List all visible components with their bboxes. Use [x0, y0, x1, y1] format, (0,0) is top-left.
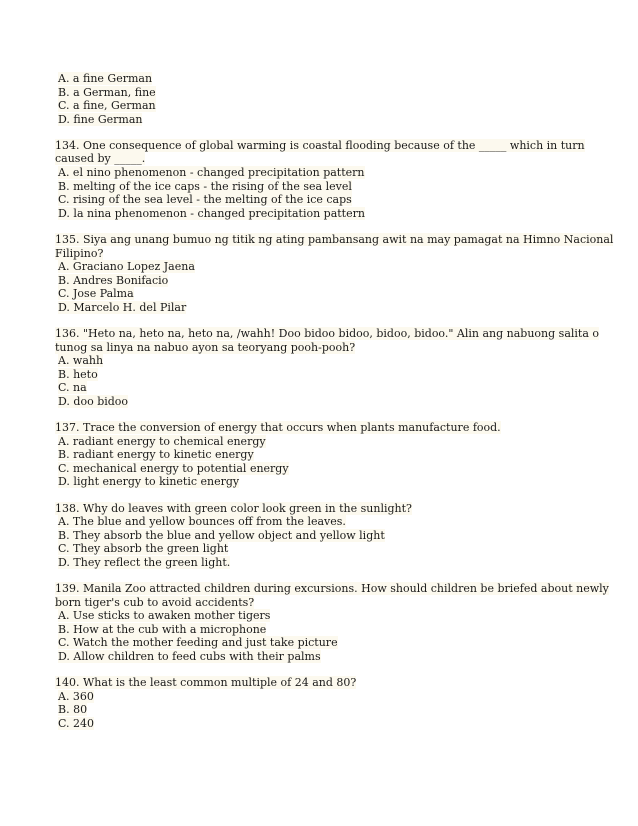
answer-option: A. Use sticks to awaken mother tigers — [58, 609, 271, 623]
answer-option: D. la nina phenomenon - changed precipitation pattern — [58, 206, 365, 220]
question-text: born tiger's cub to avoid accidents? — [55, 595, 255, 609]
question-text: 137. Trace the conversion of energy that occurs when plants manufacture food. — [55, 421, 501, 435]
answer-option: C. They absorb the green light — [58, 542, 229, 556]
question-text: Filipino? — [55, 246, 104, 260]
question-block — [55, 676, 585, 730]
answer-option: A. a fine German — [58, 72, 153, 85]
answer-option: D. Allow children to feed cubs with their palms — [58, 649, 321, 663]
answer-option: D. light energy to kinetic energy — [58, 475, 240, 489]
answer-option: C. rising of the sea level - the melting of the ice caps — [58, 193, 352, 207]
answer-option: B. heto — [58, 367, 98, 381]
answer-option: B. They absorb the blue and yellow object and yellow light — [58, 528, 385, 542]
answer-option: C. Watch the mother feeding and just take picture — [58, 636, 338, 650]
answer-option: A. wahh — [58, 354, 104, 368]
answer-option: B. melting of the ice caps - the rising of the sea level — [58, 179, 352, 193]
answer-option: A. Graciano Lopez Jaena — [58, 260, 195, 274]
question-text: 139. Manila Zoo attracted children during excursions. How should children be briefed about newly — [55, 582, 609, 595]
question-block — [55, 582, 609, 664]
question-block — [55, 72, 585, 126]
answer-option: C. 240 — [58, 716, 95, 730]
answer-option: B. 80 — [58, 703, 88, 717]
question-block — [55, 232, 614, 315]
answer-option: B. radiant energy to kinetic energy — [58, 448, 254, 462]
answer-option: A. el nino phenomenon - changed precipitation pattern — [58, 166, 365, 180]
answer-option: D. Marcelo H. del Pilar — [58, 300, 187, 314]
answer-option: D. doo bidoo — [58, 394, 129, 408]
question-block — [55, 327, 600, 409]
question-text: tunog sa linya na nabuo ayon sa teoryang pooh-pooh? — [55, 340, 356, 354]
question-block — [55, 421, 585, 489]
question-block — [55, 139, 585, 221]
question-text: caused by _____. — [55, 152, 146, 166]
answer-option: B. a German, fine — [58, 85, 156, 99]
question-text: 134. One consequence of global warming is coastal flooding because of the _____ which in turn — [55, 138, 585, 152]
answer-option: C. mechanical energy to potential energy — [58, 461, 289, 475]
answer-option: B. How at the cub with a microphone — [58, 622, 267, 636]
answer-option: D. They reflect the green light. — [58, 555, 231, 569]
answer-option: D. fine German — [58, 112, 143, 126]
question-block — [55, 502, 585, 570]
answer-option: C. na — [58, 381, 87, 395]
question-text: 136. "Heto na, heto na, heto na, /wahh! Doo bidoo bidoo, bidoo, bidoo." Alin ang nabuong salita o — [55, 327, 600, 340]
question-text: 140. What is the least common multiple of 24 and 80? — [55, 676, 357, 690]
answer-option: B. Andres Bonifacio — [58, 273, 169, 287]
answer-option: A. 360 — [58, 689, 94, 703]
answer-option: C. a fine, German — [58, 99, 156, 113]
document-page — [55, 72, 614, 730]
question-text: 135. Siya ang unang bumuo ng titik ng ating pambansang awit na may pamagat na Himno Nacional — [55, 232, 614, 246]
answer-option: A. The blue and yellow bounces off from the leaves. — [58, 515, 346, 529]
answer-option: C. Jose Palma — [58, 287, 134, 301]
answer-option: A. radiant energy to chemical energy — [58, 434, 266, 448]
question-text: 138. Why do leaves with green color look green in the sunlight? — [55, 501, 412, 515]
